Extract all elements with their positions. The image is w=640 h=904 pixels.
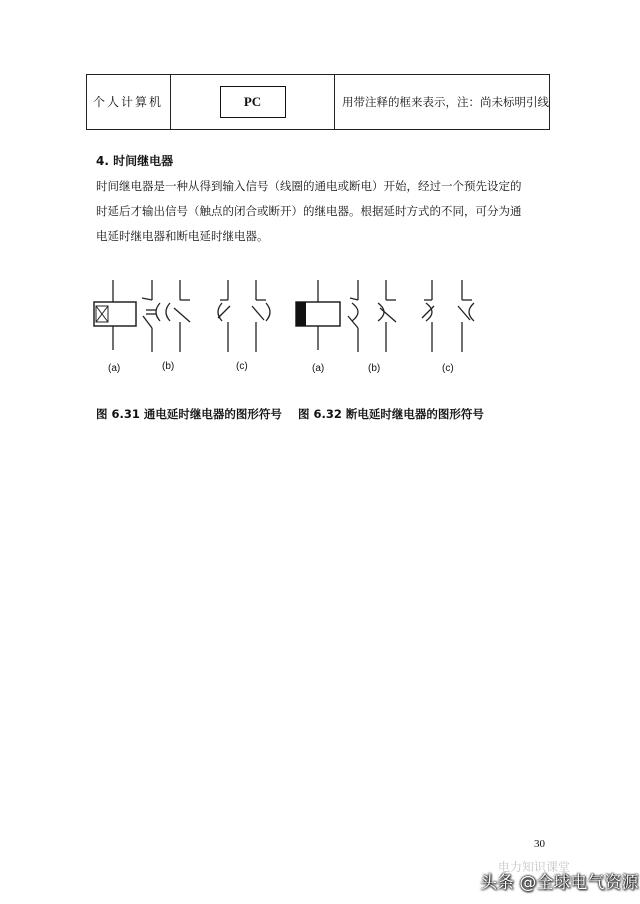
fig1-label-a: (a) — [108, 363, 121, 374]
off-delay-contacts-c — [422, 280, 474, 352]
fig2-label-a: (a) — [312, 363, 325, 374]
fig2-caption: 图 6.32 断电延时继电器的图形符号 — [298, 407, 484, 421]
faint-watermark: 电力知识课堂 — [498, 860, 571, 874]
fig1-label-b: (b) — [162, 361, 175, 372]
on-delay-coil-symbol — [94, 280, 136, 350]
fig1-label-c: (c) — [236, 361, 248, 372]
on-delay-contacts-b — [142, 280, 190, 352]
paragraph-line: 电延时继电器和断电延时继电器。 — [96, 229, 269, 243]
section-paragraph — [96, 174, 522, 249]
on-delay-contacts-c — [218, 280, 270, 352]
paragraph-line: 时间继电器是一种从得到输入信号（线圈的通电或断电）开始，经过一个预先设定的 — [96, 179, 522, 193]
fig2-label-b: (b) — [368, 363, 381, 374]
pc-symbol-box: PC — [220, 86, 286, 118]
off-delay-coil-symbol — [296, 280, 340, 350]
source-watermark: 头条 @全球电气资源 — [480, 873, 639, 893]
symbol-cell — [171, 75, 335, 130]
off-delay-contacts-b — [348, 280, 396, 352]
fig2-label-c: (c) — [442, 363, 454, 374]
table-row — [87, 75, 550, 130]
symbol-name-cell: 个人计算机 — [87, 75, 171, 130]
symbol-table — [86, 74, 550, 130]
page-number: 30 — [534, 838, 545, 850]
fig1-caption: 图 6.31 通电延时继电器的图形符号 — [96, 407, 282, 421]
relay-symbols-figure — [80, 270, 500, 380]
paragraph-line: 时延后才输出信号（触点的闭合或断开）的继电器。根据延时方式的不同，可分为通 — [96, 204, 522, 218]
section-title: 4. 时间继电器 — [96, 154, 174, 168]
symbol-description-cell: 用带注释的框来表示，注：尚未标明引线 — [335, 75, 550, 130]
